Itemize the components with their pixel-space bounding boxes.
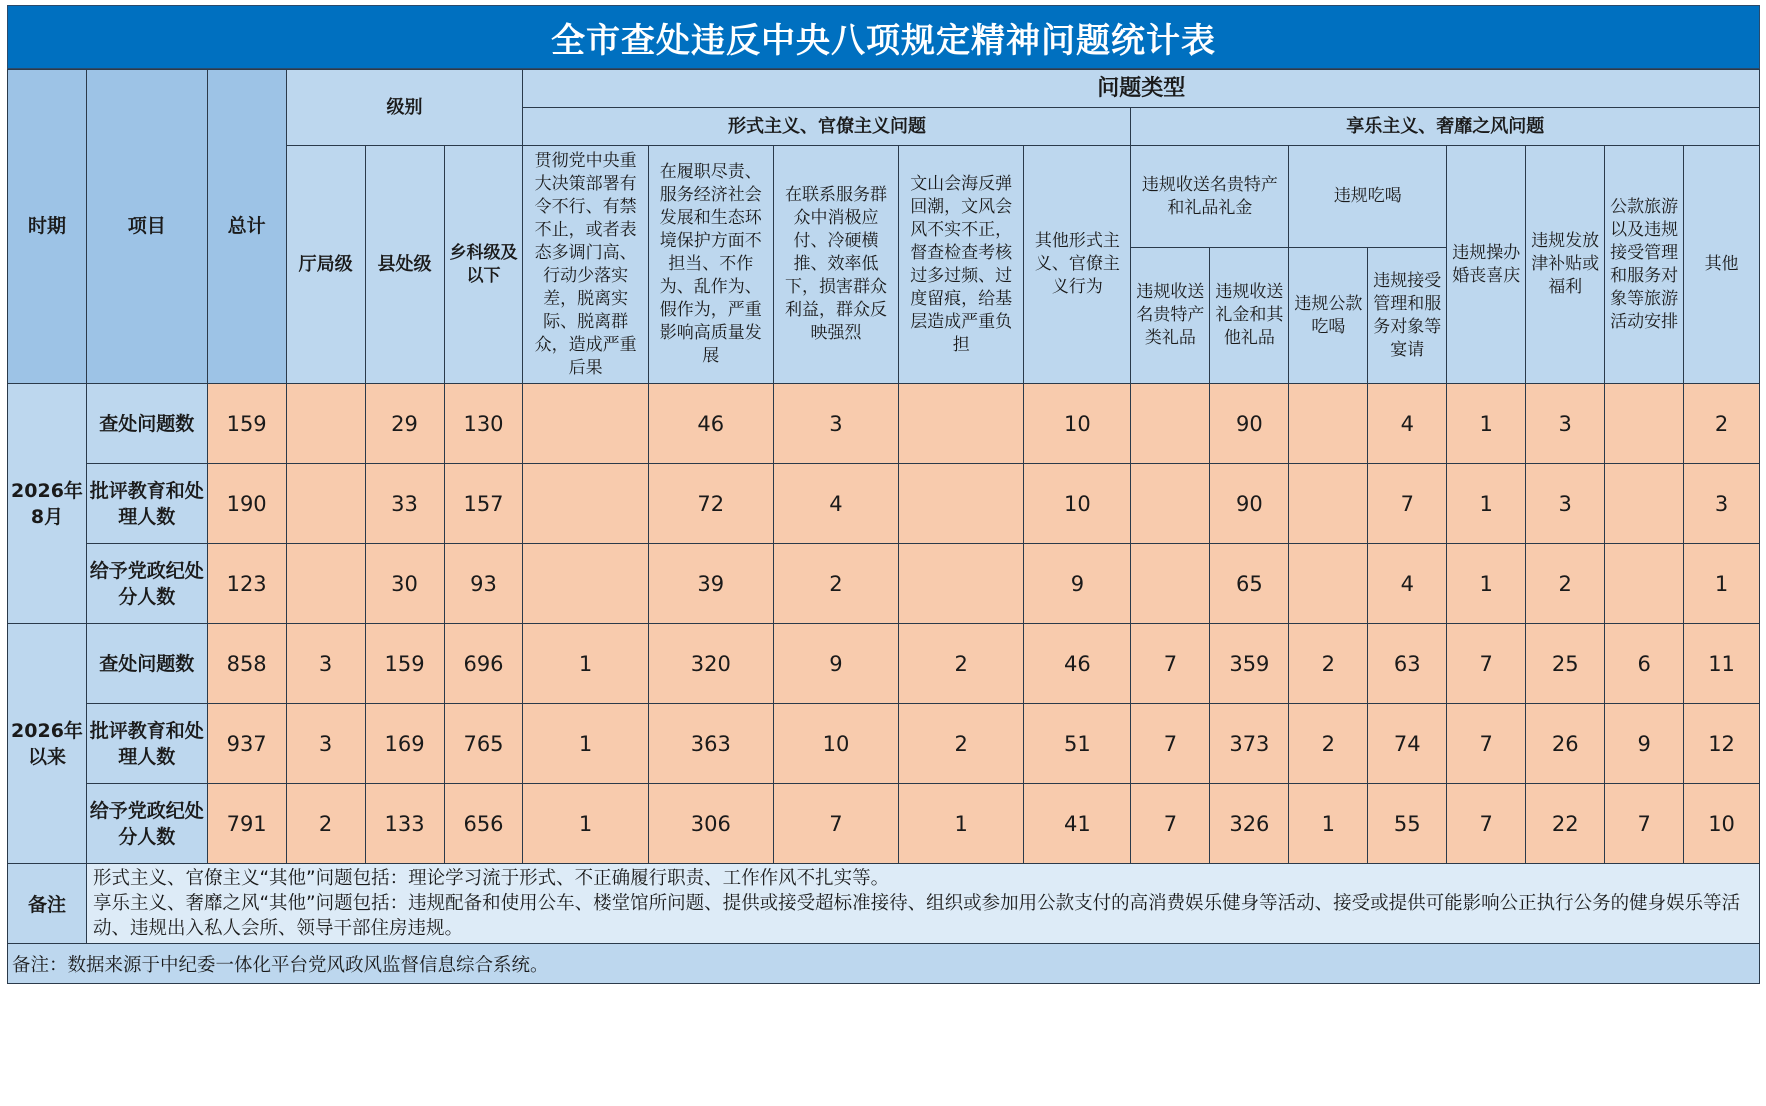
value-cell: 41: [1024, 784, 1131, 864]
value-cell: 791: [207, 784, 286, 864]
value-cell: 7: [1131, 624, 1210, 704]
value-cell: 10: [1024, 384, 1131, 464]
value-cell: 1: [1447, 464, 1526, 544]
header-formalism-group: 形式主义、官僚主义问题: [523, 108, 1131, 146]
value-cell: 3: [1526, 384, 1605, 464]
value-cell: 3: [286, 704, 365, 784]
value-cell: 10: [1024, 464, 1131, 544]
header-dining-group: 违规吃喝: [1289, 146, 1447, 248]
table-row: [8, 464, 1760, 544]
value-cell: 326: [1210, 784, 1289, 864]
value-cell: [1605, 384, 1684, 464]
value-cell: 2: [1289, 704, 1368, 784]
value-cell: 39: [648, 544, 773, 624]
value-cell: 7: [1447, 704, 1526, 784]
value-cell: 22: [1526, 784, 1605, 864]
source-note: 备注：数据来源于中纪委一体化平台党风政风监督信息综合系统。: [8, 944, 1760, 984]
value-cell: 2: [773, 544, 898, 624]
data-rows: [8, 384, 1760, 864]
header-formalism-service: 在联系服务群众中消极应付、冷硬横推、效率低下，损害群众利益，群众反映强烈: [773, 146, 898, 384]
header-formalism-other: 其他形式主义、官僚主义行为: [1024, 146, 1131, 384]
value-cell: 46: [1024, 624, 1131, 704]
table-title: 全市查处违反中央八项规定精神问题统计表: [7, 5, 1760, 69]
value-cell: [1289, 464, 1368, 544]
value-cell: 7: [1131, 784, 1210, 864]
value-cell: 12: [1684, 704, 1760, 784]
row-label: 查处问题数: [86, 624, 207, 704]
header-period: 时期: [8, 70, 87, 384]
value-cell: 11: [1684, 624, 1760, 704]
value-cell: 9: [1605, 704, 1684, 784]
value-cell: 1: [1447, 544, 1526, 624]
value-cell: 1: [1447, 384, 1526, 464]
row-label: 给予党政纪处分人数: [86, 544, 207, 624]
header-dining-public-funds: 违规公款吃喝: [1289, 248, 1368, 384]
value-cell: 3: [1526, 464, 1605, 544]
value-cell: [899, 544, 1024, 624]
header-formalism-meetings: 文山会海反弹回潮，文风会风不实不正，督查检查考核过多过频、过度留痕，给基层造成严重负担: [899, 146, 1024, 384]
header-hedonism-other: 其他: [1684, 146, 1760, 384]
value-cell: [1289, 544, 1368, 624]
value-cell: 858: [207, 624, 286, 704]
period-label: 2026年以来: [8, 624, 87, 864]
value-cell: 10: [773, 704, 898, 784]
value-cell: 2: [286, 784, 365, 864]
value-cell: 4: [1368, 384, 1447, 464]
value-cell: [1131, 544, 1210, 624]
notes-text: [86, 864, 1759, 944]
value-cell: 320: [648, 624, 773, 704]
value-cell: [523, 384, 648, 464]
value-cell: 26: [1526, 704, 1605, 784]
header-item: 项目: [86, 70, 207, 384]
value-cell: 65: [1210, 544, 1289, 624]
notes-label: 备注: [8, 864, 87, 944]
value-cell: 133: [365, 784, 444, 864]
value-cell: 63: [1368, 624, 1447, 704]
value-cell: [286, 544, 365, 624]
row-label: 批评教育和处理人数: [86, 464, 207, 544]
value-cell: 33: [365, 464, 444, 544]
value-cell: 3: [1684, 464, 1760, 544]
period-label: 2026年8月: [8, 384, 87, 624]
header-formalism-duty: 在履职尽责、服务经济社会发展和生态环境保护方面不担当、不作为、乱作为、假作为，严重影响高质量发展: [648, 146, 773, 384]
value-cell: 123: [207, 544, 286, 624]
value-cell: 1: [1684, 544, 1760, 624]
value-cell: 4: [773, 464, 898, 544]
header-problem-type: 问题类型: [523, 70, 1760, 108]
value-cell: 2: [1526, 544, 1605, 624]
value-cell: 1: [523, 704, 648, 784]
value-cell: 46: [648, 384, 773, 464]
value-cell: 696: [444, 624, 523, 704]
value-cell: [899, 464, 1024, 544]
header-gifts-cash: 违规收送礼金和其他礼品: [1210, 248, 1289, 384]
table-row: [8, 544, 1760, 624]
value-cell: 157: [444, 464, 523, 544]
row-label: 给予党政纪处分人数: [86, 784, 207, 864]
value-cell: 937: [207, 704, 286, 784]
value-cell: 4: [1368, 544, 1447, 624]
row-label: 查处问题数: [86, 384, 207, 464]
header-gifts-specialties: 违规收送名贵特产类礼品: [1131, 248, 1210, 384]
value-cell: 359: [1210, 624, 1289, 704]
value-cell: 9: [773, 624, 898, 704]
value-cell: 9: [1024, 544, 1131, 624]
value-cell: 2: [899, 624, 1024, 704]
value-cell: 74: [1368, 704, 1447, 784]
value-cell: 169: [365, 704, 444, 784]
value-cell: 3: [773, 384, 898, 464]
value-cell: 2: [899, 704, 1024, 784]
value-cell: 90: [1210, 384, 1289, 464]
value-cell: 190: [207, 464, 286, 544]
value-cell: 7: [773, 784, 898, 864]
header-public-travel: 公款旅游以及违规接受管理和服务对象等旅游活动安排: [1605, 146, 1684, 384]
value-cell: 72: [648, 464, 773, 544]
table-row: [8, 704, 1760, 784]
value-cell: [286, 384, 365, 464]
header-hedonism-group: 享乐主义、奢靡之风问题: [1131, 108, 1760, 146]
value-cell: 1: [899, 784, 1024, 864]
value-cell: 306: [648, 784, 773, 864]
value-cell: [899, 384, 1024, 464]
notes-line-hedonism: 享乐主义、奢靡之风“其他”问题包括：违规配备和使用公车、楼堂馆所问题、提供或接受超标准接待、组织或参加用公款支付的高消费娱乐健身等活动、接受或提供可能影响公正执行公务的健身娱乐等活动、违规出入私人会所、领导干部住房违规。: [92, 893, 1741, 939]
value-cell: [1131, 464, 1210, 544]
value-cell: [1131, 384, 1210, 464]
header-total: 总计: [207, 70, 286, 384]
header-level: 级别: [286, 70, 523, 146]
header-weddings-funerals: 违规操办婚丧喜庆: [1447, 146, 1526, 384]
value-cell: 1: [523, 784, 648, 864]
value-cell: 7: [1605, 784, 1684, 864]
value-cell: [523, 464, 648, 544]
header-level-county: 县处级: [365, 146, 444, 384]
statistics-table: [7, 69, 1760, 984]
value-cell: 130: [444, 384, 523, 464]
value-cell: 1: [523, 624, 648, 704]
header-level-department: 厅局级: [286, 146, 365, 384]
value-cell: [1605, 544, 1684, 624]
value-cell: 1: [1289, 784, 1368, 864]
value-cell: 2: [1684, 384, 1760, 464]
value-cell: 25: [1526, 624, 1605, 704]
table-row: [8, 784, 1760, 864]
value-cell: 7: [1447, 624, 1526, 704]
value-cell: 7: [1368, 464, 1447, 544]
value-cell: 765: [444, 704, 523, 784]
table-row: [8, 624, 1760, 704]
value-cell: 656: [444, 784, 523, 864]
value-cell: 159: [365, 624, 444, 704]
statistics-sheet: [7, 5, 1760, 984]
value-cell: 10: [1684, 784, 1760, 864]
value-cell: 90: [1210, 464, 1289, 544]
notes-line-formalism: 形式主义、官僚主义“其他”问题包括：理论学习流于形式、不正确履行职责、工作作风不扎实等。: [92, 868, 890, 889]
value-cell: 7: [1131, 704, 1210, 784]
row-label: 批评教育和处理人数: [86, 704, 207, 784]
value-cell: 7: [1447, 784, 1526, 864]
header-level-township: 乡科级及以下: [444, 146, 523, 384]
value-cell: 29: [365, 384, 444, 464]
value-cell: 51: [1024, 704, 1131, 784]
value-cell: 6: [1605, 624, 1684, 704]
value-cell: 30: [365, 544, 444, 624]
value-cell: 3: [286, 624, 365, 704]
value-cell: 55: [1368, 784, 1447, 864]
value-cell: 373: [1210, 704, 1289, 784]
table-row: [8, 384, 1760, 464]
header-formalism-decision: 贯彻党中央重大决策部署有令不行、有禁不止，或者表态多调门高、行动少落实差，脱离实际、脱离群众，造成严重后果: [523, 146, 648, 384]
value-cell: [286, 464, 365, 544]
value-cell: 363: [648, 704, 773, 784]
value-cell: [1605, 464, 1684, 544]
value-cell: 159: [207, 384, 286, 464]
header-dining-banquets: 违规接受管理和服务对象等宴请: [1368, 248, 1447, 384]
header-allowances: 违规发放津补贴或福利: [1526, 146, 1605, 384]
value-cell: 93: [444, 544, 523, 624]
value-cell: 2: [1289, 624, 1368, 704]
value-cell: [1289, 384, 1368, 464]
value-cell: [523, 544, 648, 624]
header-gifts-group: 违规收送名贵特产和礼品礼金: [1131, 146, 1289, 248]
